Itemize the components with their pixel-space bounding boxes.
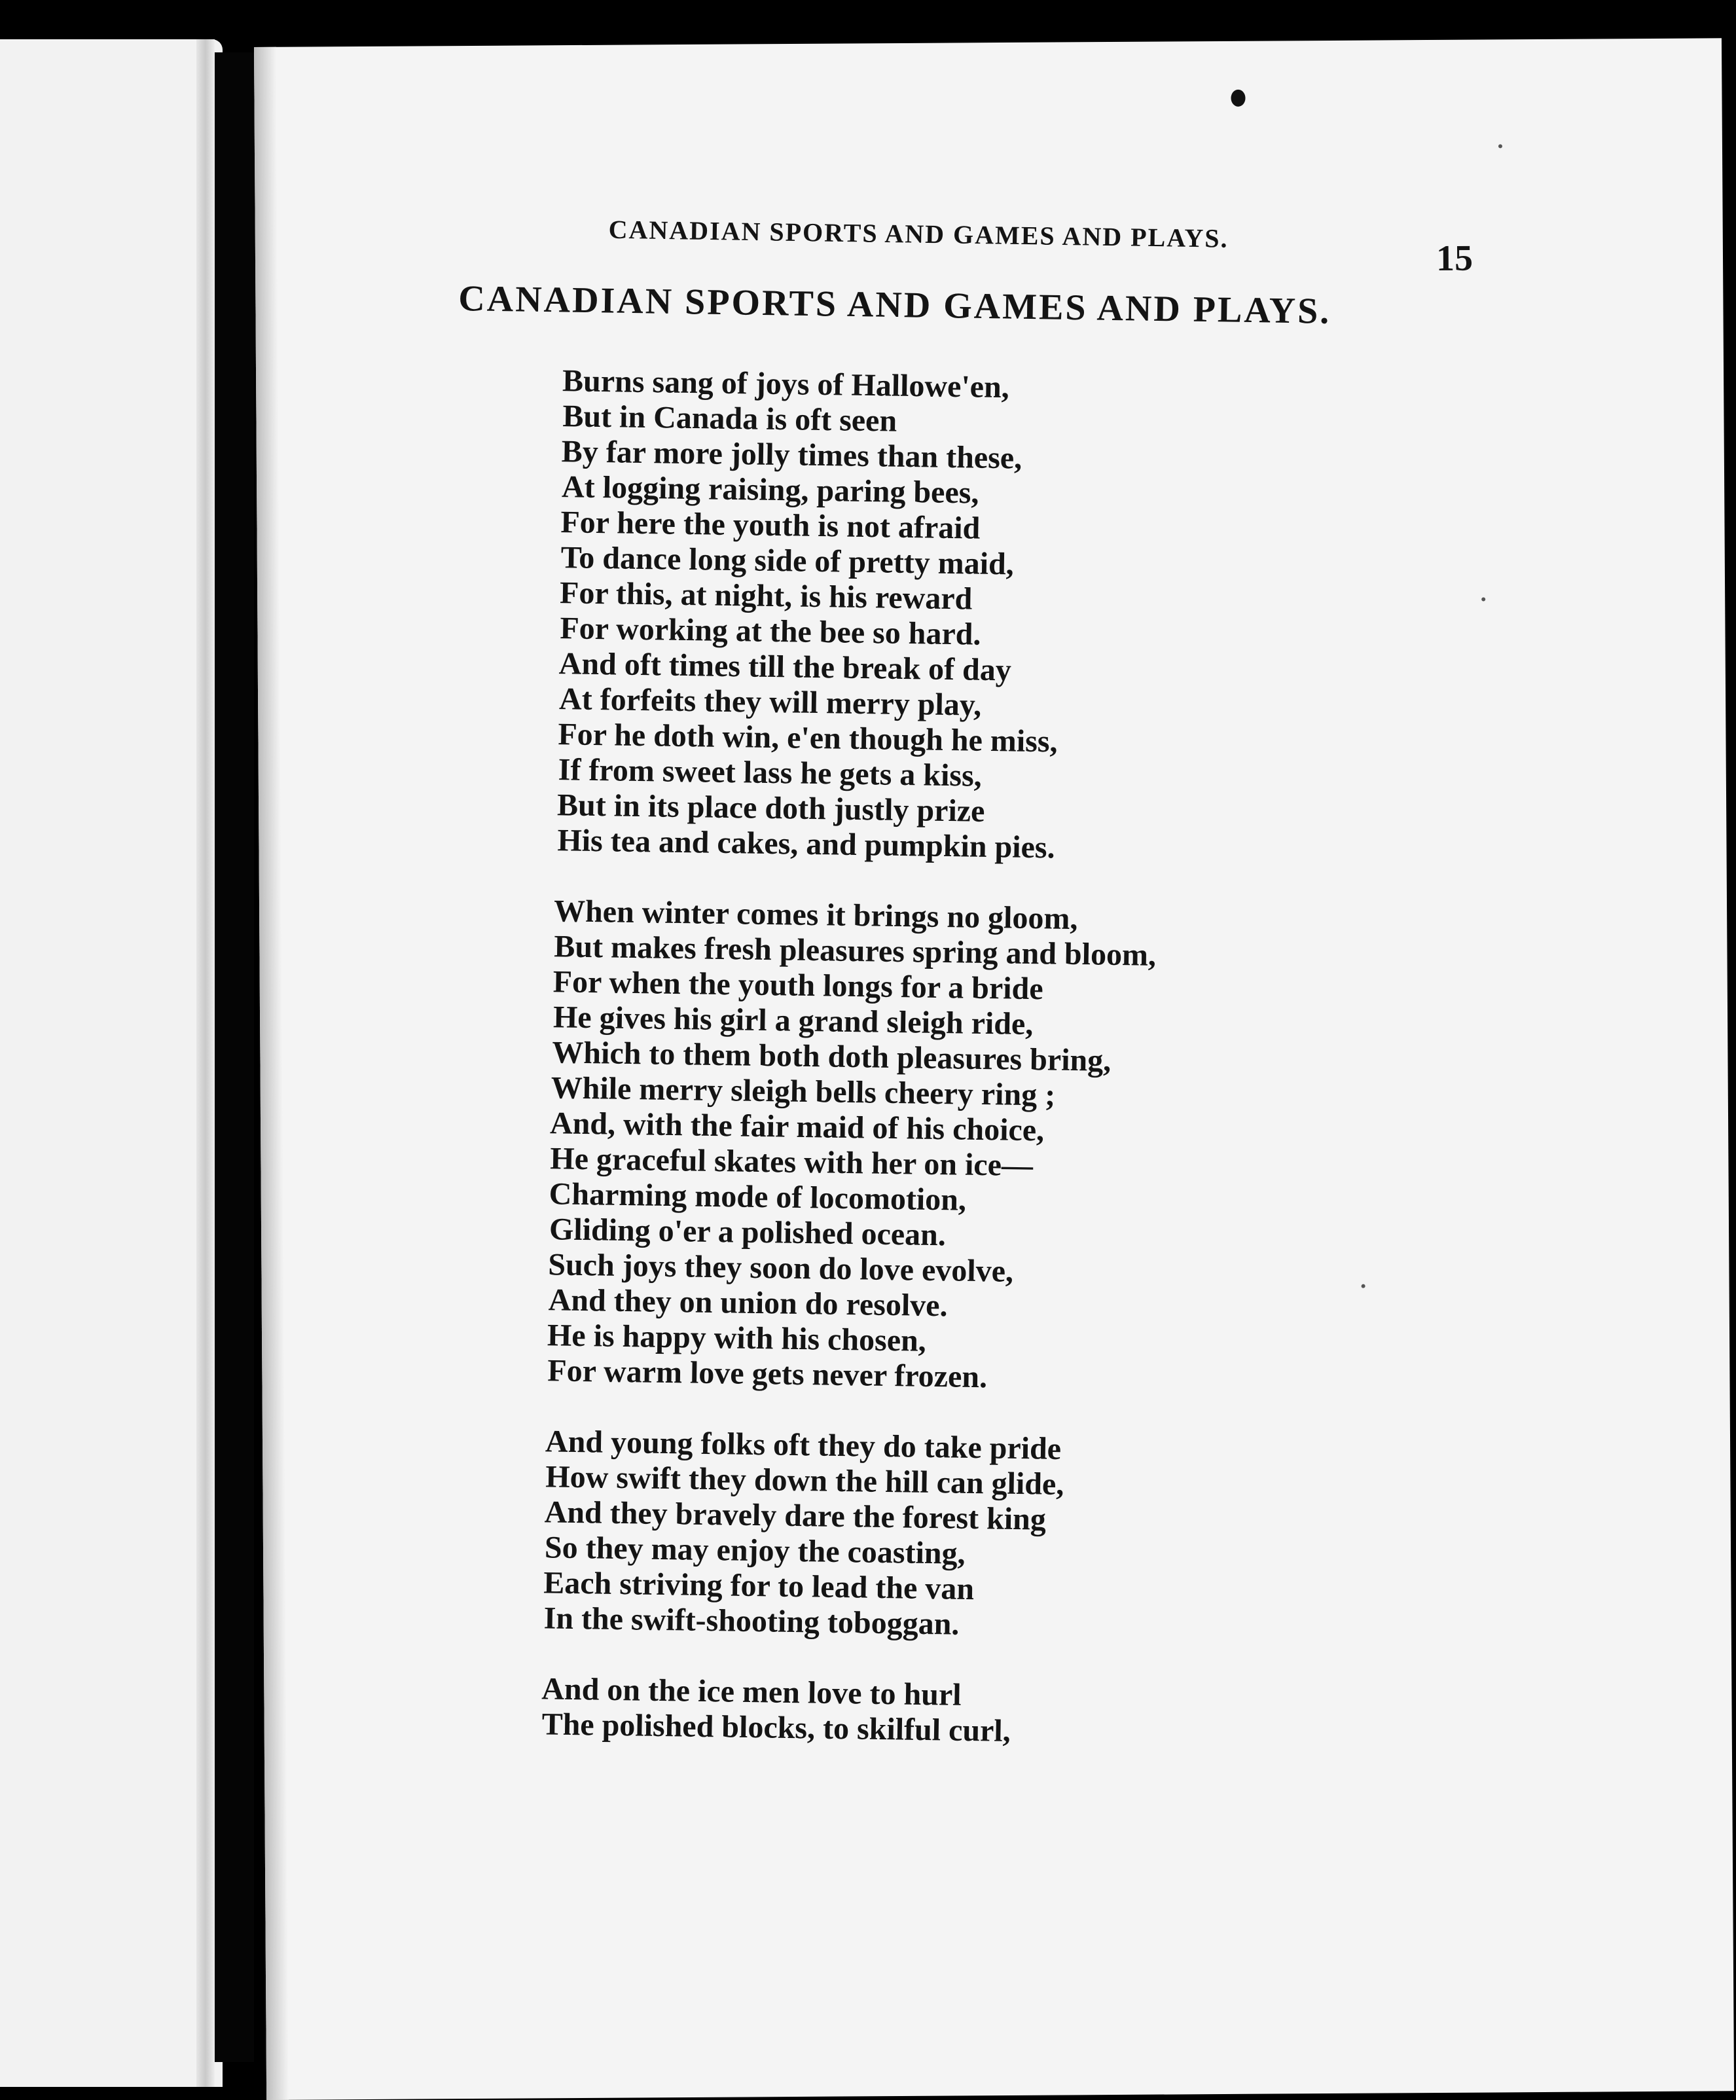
poem-line: For warm love gets never frozen.: [547, 1353, 988, 1395]
poem-line: But in its place doth justly prize: [556, 788, 985, 829]
stanza: [549, 358, 1469, 865]
poem-line: Burns sang of joys of Hallowe'en,: [562, 363, 1010, 405]
poem-line: He gives his girl a grand sleigh ride,: [552, 1000, 1034, 1042]
ink-blot: [1231, 90, 1245, 107]
book-gutter: [215, 52, 254, 2062]
poem-line: And, with the fair maid of his choice,: [549, 1106, 1045, 1148]
page-number: 15: [1436, 238, 1474, 279]
poem-line: He is happy with his chosen,: [547, 1318, 927, 1358]
poem-line: And oft times till the break of day: [558, 646, 1012, 688]
poem-line: For this, at night, is his reward: [559, 575, 973, 617]
poem-line: So they may enjoy the coasting,: [544, 1530, 966, 1571]
book-page: [254, 38, 1734, 2100]
poem-body: [541, 358, 1474, 1778]
paper-speck: [1498, 144, 1502, 148]
poem-line: Such joys they soon do love evolve,: [547, 1247, 1014, 1289]
poem-line: While merry sleigh bells cheery ring ;: [551, 1070, 1056, 1113]
poem-line: Each striving for to lead the van: [543, 1565, 975, 1607]
poem-line: And they on union do resolve.: [548, 1282, 948, 1324]
stanza: [547, 888, 1472, 1395]
paper-speck: [1481, 598, 1485, 602]
poem-line: But in Canada is oft seen: [562, 399, 897, 439]
poem-line: In the swift-shooting toboggan.: [543, 1601, 960, 1642]
running-head: CANADIAN SPORTS AND GAMES AND PLAYS.: [608, 214, 1229, 253]
poem-line: And on the ice men love to hurl: [541, 1671, 962, 1712]
poem-line: For here the youth is not afraid: [560, 505, 981, 546]
poem-line: For he doth win, e'en though he miss,: [558, 717, 1058, 759]
stanza: [541, 1666, 1474, 1748]
poem-line: When winter comes it brings no gloom,: [553, 894, 1078, 937]
poem-title: CANADIAN SPORTS AND GAMES AND PLAYS.: [458, 278, 1331, 332]
poem-line: For when the youth longs for a bride: [552, 964, 1044, 1007]
poem-line: If from sweet lass he gets a kiss,: [558, 752, 983, 793]
left-page-edge: [0, 39, 223, 2087]
poem-line: But makes fresh pleasures spring and bloom,: [554, 929, 1157, 973]
poem-line: He graceful skates with her on ice—: [549, 1141, 1034, 1184]
poem-line: At logging raising, paring bees,: [561, 469, 979, 511]
poem-line: And young folks oft they do take pride: [545, 1424, 1062, 1467]
poem-line: Which to them both doth pleasures bring,: [552, 1035, 1112, 1078]
stanza: [543, 1419, 1474, 1642]
poem-line: How swift they down the hill can glide,: [545, 1459, 1064, 1502]
poem-line: For working at the bee so hard.: [560, 611, 981, 652]
poem-line: At forfeits they will merry play,: [558, 681, 982, 723]
poem-line: To dance long side of pretty maid,: [560, 540, 1015, 582]
poem-line: The polished blocks, to skilful curl,: [541, 1707, 1011, 1748]
poem-line: His tea and cakes, and pumpkin pies.: [557, 823, 1055, 865]
poem-line: Gliding o'er a polished ocean.: [549, 1212, 947, 1253]
poem-line: And they bravely dare the forest king: [544, 1494, 1047, 1537]
poem-line: By far more jolly times than these,: [561, 434, 1022, 476]
poem-line: Charming mode of locomotion,: [549, 1176, 967, 1218]
left-page-fold: [196, 39, 215, 2087]
page-shadow: [254, 47, 289, 2100]
